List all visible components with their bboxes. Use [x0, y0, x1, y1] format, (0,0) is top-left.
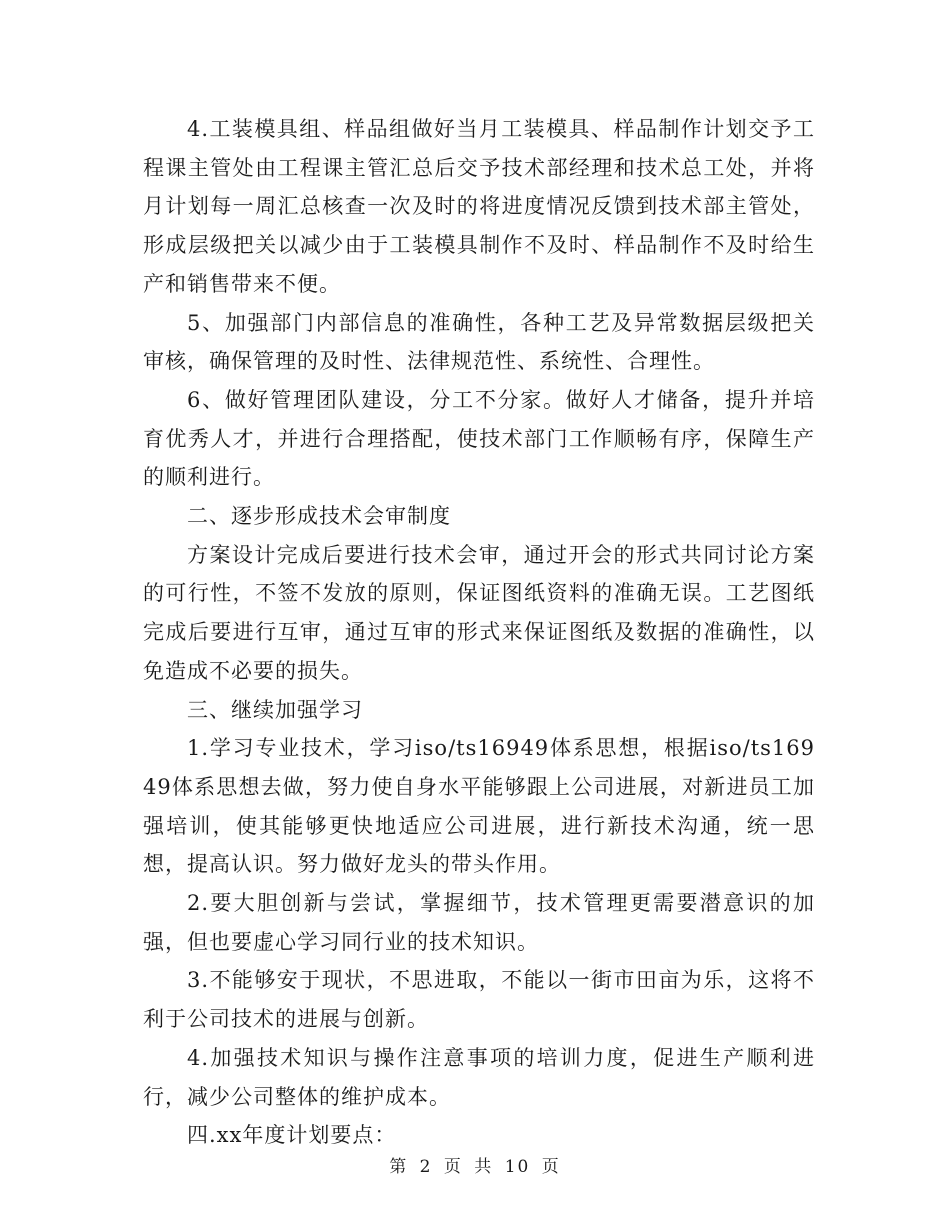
- paragraph-learning-item-3: 3.不能够安于现状，不思进取，不能以一街市田亩为乐，这将不利于公司技术的进展与创新。: [143, 968, 815, 1032]
- paragraph-item-6-team-building: 6、做好管理团队建设，分工不分家。做好人才储备，提升并培育优秀人才，并进行合理搭配，使技术部门工作顺畅有序，保障生产的顺利进行。: [143, 387, 815, 490]
- paragraph-item-5-information-accuracy: 5、加强部门内部信息的准确性，各种工艺及异常数据层级把关审核，确保管理的及时性、法律规范性、系统性、合理性。: [143, 310, 815, 374]
- paragraph-item-4-tooling-plan: 4.工装模具组、样品组做好当月工装模具、样品制作计划交予工程课主管处由工程课主管汇总后交予技术部经理和技术总工处，并将月计划每一周汇总核查一次及时的将进度情况反馈到技术部主管处，形成层级把关以减少由于工装模具制作不及时、样品制作不及时给生产和销售带来不便。: [143, 117, 815, 296]
- paragraph-technical-review: 方案设计完成后要进行技术会审，通过开会的形式共同讨论方案的可行性，不签不发放的原则，保证图纸资料的准确无误。工艺图纸完成后要进行互审，通过互审的形式来保证图纸及数据的准确性，以免造成不必要的损失。: [143, 542, 815, 683]
- document-body: [143, 110, 815, 1155]
- section-heading-technical-review: 二、逐步形成技术会审制度: [187, 504, 451, 529]
- section-heading-annual-plan: 四.xx年度计划要点：: [187, 1123, 397, 1148]
- paragraph-learning-item-4: 4.加强技术知识与操作注意事项的培训力度，促进生产顺利进行，减少公司整体的维护成本。: [143, 1045, 815, 1109]
- page-number-footer: 第 2 页 共 10 页: [389, 1157, 561, 1177]
- paragraph-learning-item-1: 1.学习专业技术，学习iso/ts16949体系思想，根据iso/ts16949体系思想去做，努力使自身水平能够跟上公司进展，对新进员工加强培训，使其能够更快地适应公司进展，进行新技术沟通，统一思想，提高认识。努力做好龙头的带头作用。: [143, 736, 815, 877]
- section-heading-continue-learning: 三、继续加强学习: [187, 697, 363, 722]
- paragraph-learning-item-2: 2.要大胆创新与尝试，掌握细节，技术管理更需要潜意识的加强，但也要虚心学习同行业的技术知识。: [143, 891, 815, 954]
